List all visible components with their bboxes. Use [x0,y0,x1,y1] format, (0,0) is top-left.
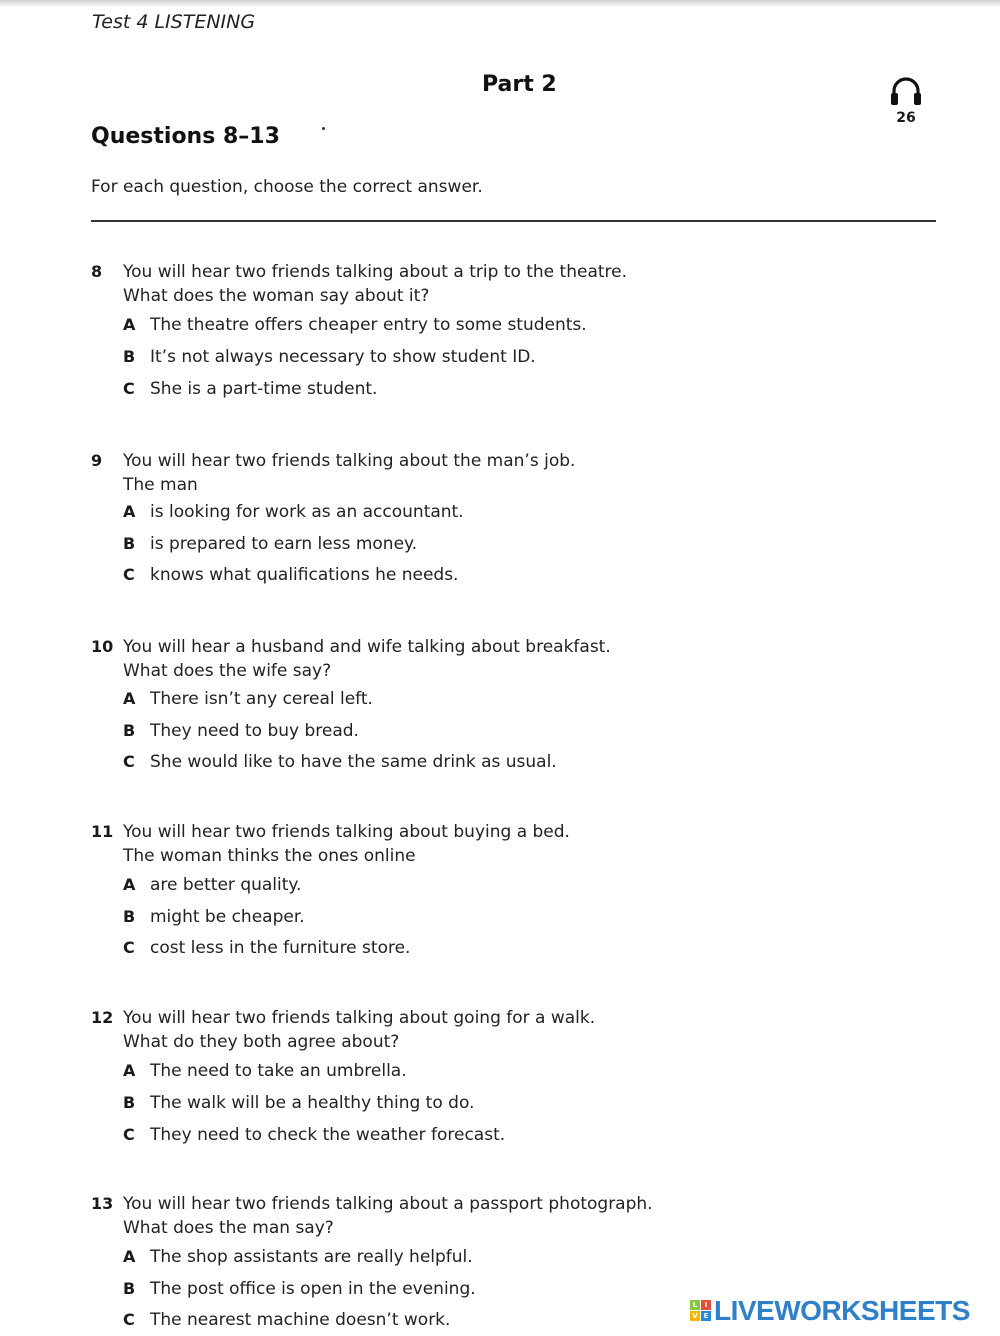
question-prompt: You will hear two friends talking about the man’s job. [123,451,576,471]
option-text: The need to take an umbrella. [150,1061,407,1081]
stray-dot [322,127,325,130]
option-text: cost less in the furniture store. [150,938,411,958]
question-stem: The woman thinks the ones online [123,846,416,866]
option-letter: C [123,752,135,771]
option-letter: B [123,721,136,740]
option-letter: A [123,315,136,334]
question-prompt: You will hear two friends talking about going for a walk. [123,1008,596,1028]
option-text: There isn’t any cereal left. [150,689,373,709]
option-letter: B [123,534,136,553]
option-text: The theatre offers cheaper entry to some students. [150,315,587,335]
logo-grid-icon [690,1300,712,1322]
option-text: The nearest machine doesn’t work. [150,1310,451,1330]
question-stem: What does the man say? [123,1218,334,1238]
option-text: is looking for work as an accountant. [150,502,464,522]
question-stem: The man [123,475,198,495]
option-text: They need to check the weather forecast. [150,1125,506,1145]
headphones-icon [888,74,924,108]
option-letter: A [123,689,136,708]
questions-range: Questions 8–13 [91,124,280,149]
option-text: She is a part-time student. [150,379,378,399]
option-letter: A [123,875,136,894]
part-title: Part 2 [482,72,557,97]
question-prompt: You will hear a husband and wife talking about breakfast. [123,637,611,657]
question-stem: What do they both agree about? [123,1032,400,1052]
test-header: Test 4 LISTENING [92,11,256,33]
question-stem: What does the wife say? [123,661,332,681]
logo-letter-e: E [701,1311,711,1321]
option-text: It’s not always necessary to show student ID. [150,347,536,367]
logo-letter-l: L [690,1300,700,1310]
audio-track-number: 26 [896,110,916,126]
option-letter: A [123,1247,136,1266]
option-text: The post office is open in the evening. [150,1279,476,1299]
option-text: They need to buy bread. [150,721,359,741]
question-number: 11 [91,822,114,841]
question-prompt: You will hear two friends talking about a trip to the theatre. [123,262,628,282]
option-letter: B [123,1093,136,1112]
question-prompt: You will hear two friends talking about a passport photograph. [123,1194,653,1214]
option-letter: C [123,565,135,584]
option-letter: B [123,1279,136,1298]
option-text: The walk will be a healthy thing to do. [150,1093,475,1113]
option-text: is prepared to earn less money. [150,534,418,554]
option-text: The shop assistants are really helpful. [150,1247,473,1267]
option-text: are better quality. [150,875,302,895]
question-stem: What does the woman say about it? [123,286,430,306]
option-text: might be cheaper. [150,907,305,927]
logo-letter-i: I [701,1300,711,1310]
option-text: She would like to have the same drink as usual. [150,752,557,772]
option-letter: C [123,379,135,398]
logo-text [714,1295,970,1327]
option-letter: C [123,1310,135,1329]
option-letter: C [123,1125,135,1144]
question-number: 12 [91,1008,114,1027]
audio-track-indicator [884,74,928,130]
logo-text-worksheets: WORKSHEETS [774,1295,970,1326]
question-prompt: You will hear two friends talking about buying a bed. [123,822,570,842]
question-number: 13 [91,1194,114,1213]
question-number: 10 [91,637,114,656]
option-letter: C [123,938,135,957]
option-text: knows what qualifications he needs. [150,565,459,585]
scan-top-edge [0,0,1000,6]
instruction-text: For each question, choose the correct answer. [91,177,483,197]
option-letter: A [123,1061,136,1080]
logo-text-live: LIVE [714,1295,775,1326]
option-letter: B [123,907,136,926]
option-letter: A [123,502,136,521]
option-letter: B [123,347,136,366]
header-divider [91,220,936,222]
question-number: 8 [91,262,103,281]
logo-letter-v: V [690,1311,700,1321]
question-number: 9 [91,451,103,470]
